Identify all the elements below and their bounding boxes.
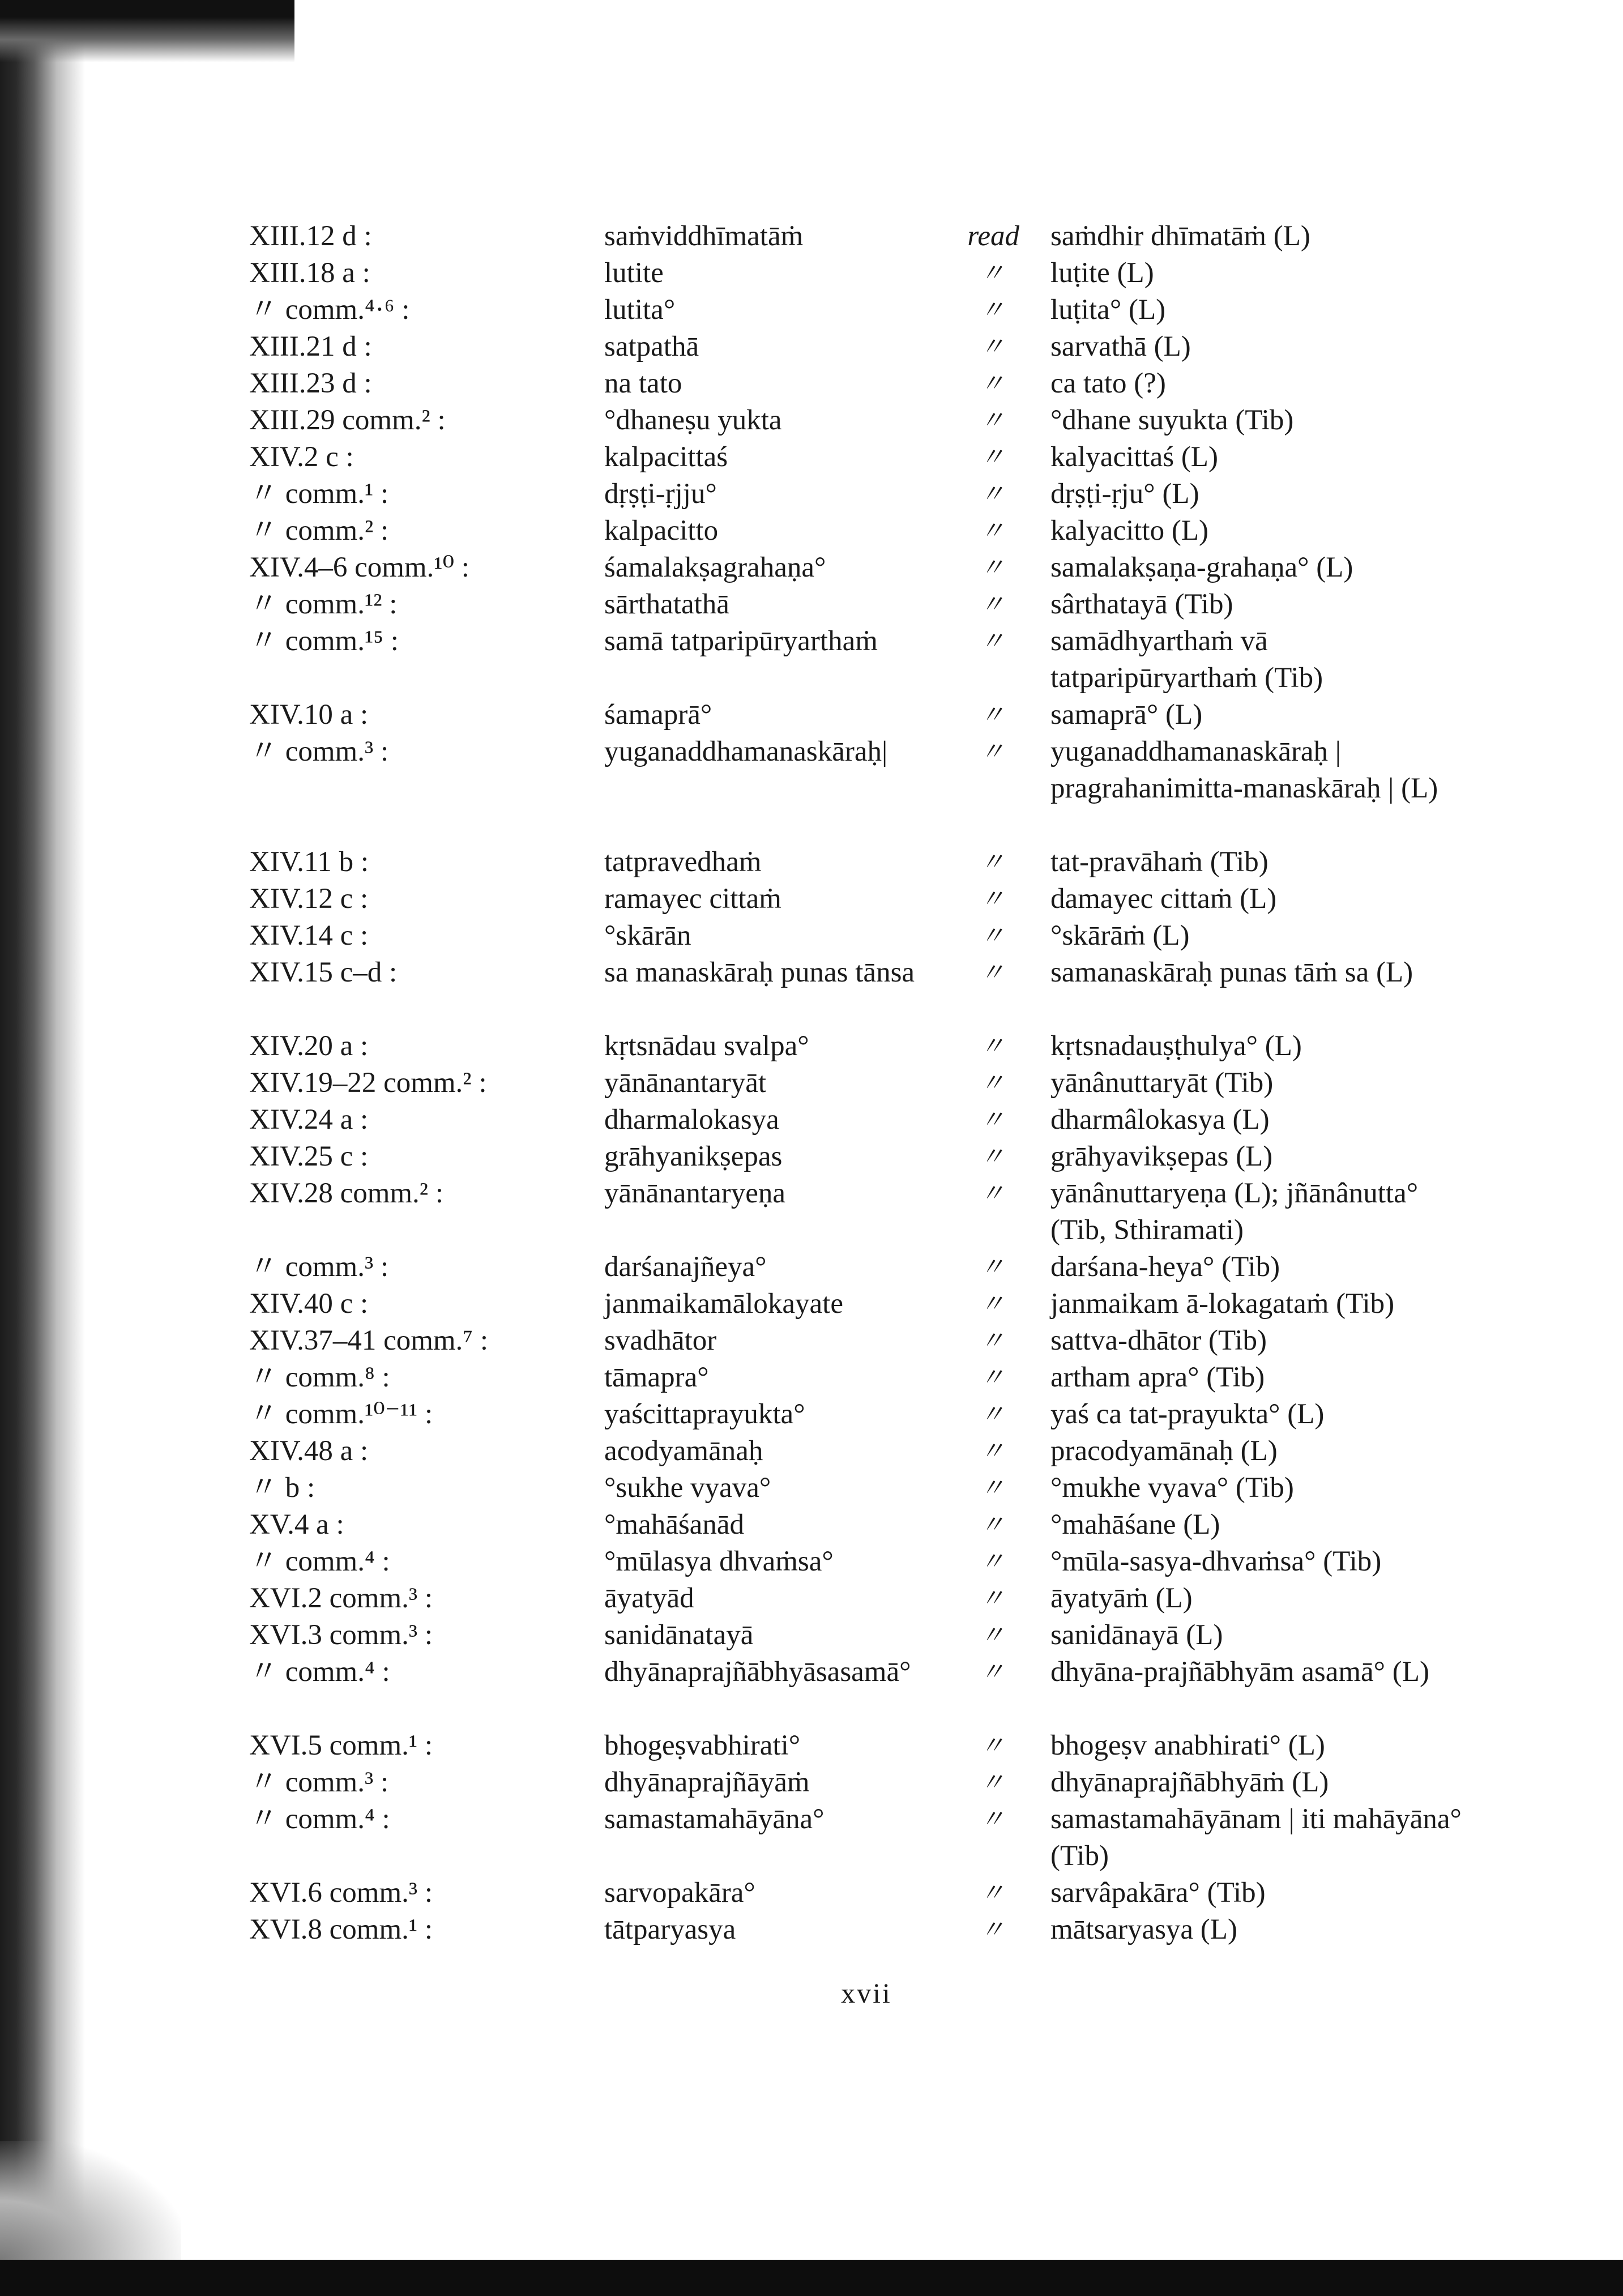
errata-row [249, 623, 1529, 697]
ditto-mark: 〃 [980, 1290, 1005, 1318]
errata-row [249, 881, 1529, 917]
errata-wrong-reading: dhyānaprajñābhyāsasamā° [604, 1656, 911, 1688]
ditto-mark: 〃 [980, 1916, 1005, 1944]
errata-row [249, 1580, 1529, 1617]
errata-wrong-reading: °mahāśanād [604, 1509, 744, 1540]
errata-wrong-reading: tātparyasya [604, 1914, 736, 1945]
errata-correct-reading: °mukhe vyava° (Tib) [1050, 1472, 1294, 1504]
ditto-mark: 〃 [980, 1621, 1005, 1649]
errata-wrong-reading: acodyamānaḥ [604, 1435, 763, 1467]
errata-correct-reading: janmaikam ā-lokagataṁ (Tib) [1050, 1288, 1395, 1320]
errata-reference: 〃 comm.¹⁵ : [249, 625, 399, 657]
ditto-mark: 〃 [980, 296, 1005, 324]
errata-correct-reading: sarvâpakāra° (Tib) [1050, 1877, 1266, 1909]
errata-correct-reading: mātsaryasya (L) [1050, 1914, 1237, 1945]
errata-row [249, 1433, 1529, 1470]
errata-correct-reading: tat-pravāhaṁ (Tib) [1050, 846, 1268, 878]
errata-wrong-reading: yaścittaprayukta° [604, 1398, 805, 1430]
errata-row [249, 1727, 1529, 1764]
ditto-mark: 〃 [980, 738, 1005, 766]
ditto-mark: 〃 [980, 1474, 1005, 1502]
ditto-mark: 〃 [980, 517, 1005, 545]
errata-row [249, 1911, 1529, 1948]
scan-border-bottom [0, 2260, 1623, 2296]
ditto-mark: 〃 [980, 591, 1005, 618]
errata-wrong-reading: dhyānaprajñāyāṁ [604, 1766, 810, 1798]
errata-correct-reading: sanidānayā (L) [1050, 1619, 1223, 1651]
errata-correct-reading: °mahāśane (L) [1050, 1509, 1220, 1540]
errata-correct-reading: kalyacitto (L) [1050, 515, 1208, 547]
errata-reference: 〃 b : [249, 1472, 315, 1504]
ditto-mark: 〃 [980, 1180, 1005, 1207]
errata-row [249, 549, 1529, 586]
errata-row [249, 1175, 1529, 1249]
errata-correct-reading: °dhane suyukta (Tib) [1050, 404, 1294, 436]
errata-wrong-reading: satpathā [604, 331, 699, 362]
errata-row [249, 513, 1529, 549]
errata-wrong-reading: sārthatathā [604, 588, 729, 620]
errata-reference: XIV.20 a : [249, 1030, 369, 1062]
errata-wrong-reading: kalpacittaś [604, 441, 728, 473]
errata-wrong-reading: °dhaneṣu yukta [604, 404, 782, 436]
errata-row [249, 1286, 1529, 1322]
errata-wrong-reading: janmaikamālokayate [604, 1288, 843, 1320]
errata-wrong-reading: yuganaddhamanaskāraḥ| [604, 736, 888, 767]
ditto-mark: 〃 [980, 959, 1005, 987]
errata-reference: XIV.28 comm.² : [249, 1177, 444, 1209]
errata-row [249, 255, 1529, 292]
ditto-mark: 〃 [980, 1437, 1005, 1465]
ditto-mark: 〃 [980, 701, 1005, 729]
errata-row [249, 1654, 1529, 1727]
errata-reference: XIV.24 a : [249, 1104, 369, 1136]
errata-reference: XVI.8 comm.¹ : [249, 1914, 433, 1945]
errata-correct-reading: sârthatayā (Tib) [1050, 588, 1233, 620]
errata-reference: XIV.14 c : [249, 920, 369, 951]
errata-correct-reading: yānânuttaryeṇa (L); jñānânutta° (Tib, Sthiramati) [1050, 1177, 1419, 1246]
errata-reference: XIV.4–6 comm.¹⁰ : [249, 552, 469, 583]
errata-row [249, 292, 1529, 328]
errata-row [249, 365, 1529, 402]
errata-row [249, 1322, 1529, 1359]
errata-reference: 〃 comm.³ : [249, 1766, 389, 1798]
errata-wrong-reading: dṛṣṭi-ṛjju° [604, 478, 717, 510]
errata-wrong-reading: āyatyād [604, 1582, 694, 1614]
errata-row [249, 1507, 1529, 1543]
errata-row [249, 402, 1529, 439]
ditto-mark: 〃 [980, 1658, 1005, 1686]
errata-wrong-reading: darśanajñeya° [604, 1251, 767, 1283]
errata-reference: XIV.11 b : [249, 846, 369, 878]
errata-row [249, 1065, 1529, 1102]
errata-reference: 〃 comm.⁴ : [249, 1546, 390, 1577]
page-number: xvii [841, 1977, 892, 2009]
ditto-mark: 〃 [980, 1511, 1005, 1539]
errata-reference: XIII.23 d : [249, 368, 372, 399]
errata-row [249, 1875, 1529, 1911]
ditto-mark: 〃 [980, 1069, 1005, 1097]
errata-correct-reading: damayec cittaṁ (L) [1050, 883, 1277, 915]
errata-correct-reading: ca tato (?) [1050, 368, 1166, 399]
errata-correct-reading: dhyānaprajñābhyāṁ (L) [1050, 1766, 1329, 1798]
ditto-mark: 〃 [980, 1769, 1005, 1796]
ditto-mark: 〃 [980, 554, 1005, 582]
ditto-mark: 〃 [980, 1401, 1005, 1428]
errata-correct-reading: yānânuttaryāt (Tib) [1050, 1067, 1274, 1099]
errata-wrong-reading: bhogeṣvabhirati° [604, 1730, 801, 1761]
errata-correct-reading: luṭita° (L) [1050, 294, 1166, 326]
errata-wrong-reading: tatpravedhaṁ [604, 846, 762, 878]
errata-wrong-reading: yānānantaryeṇa [604, 1177, 785, 1209]
ditto-mark: 〃 [980, 885, 1005, 913]
errata-correct-reading: samanaskāraḥ punas tāṁ sa (L) [1050, 957, 1413, 988]
errata-reference: XIV.10 a : [249, 699, 369, 731]
errata-reference: 〃 comm.⁴ : [249, 1656, 390, 1688]
ditto-mark: 〃 [980, 443, 1005, 471]
errata-row [249, 844, 1529, 881]
errata-correct-reading: pracodyamānaḥ (L) [1050, 1435, 1278, 1467]
errata-correct-reading: samādhyarthaṁ vā tatparipūryarthaṁ (Tib) [1050, 625, 1323, 694]
ditto-mark: 〃 [980, 370, 1005, 398]
errata-reference: XIV.37–41 comm.⁷ : [249, 1325, 488, 1356]
errata-row [249, 439, 1529, 476]
errata-reference: 〃 comm.³ : [249, 736, 389, 767]
errata-reference: XIV.15 c–d : [249, 957, 398, 988]
errata-wrong-reading: sa manaskāraḥ punas tānsa [604, 957, 915, 988]
errata-reference: XIII.18 a : [249, 257, 370, 289]
errata-wrong-reading: yānānantaryāt [604, 1067, 767, 1099]
errata-correct-reading: yuganaddhamanaskāraḥ | pragrahanimitta-manaskāraḥ | (L) [1050, 736, 1438, 804]
errata-wrong-reading: kalpacitto [604, 515, 719, 547]
errata-row [249, 328, 1529, 365]
errata-wrong-reading: samā tatparipūryarthaṁ [604, 625, 878, 657]
errata-reference: XV.4 a : [249, 1509, 344, 1540]
errata-row [249, 218, 1529, 255]
errata-reference: 〃 comm.⁴·⁶ : [249, 294, 410, 326]
errata-reference: 〃 comm.¹ : [249, 478, 389, 510]
errata-row [249, 697, 1529, 733]
errata-reference: XVI.6 comm.³ : [249, 1877, 433, 1909]
ditto-mark: 〃 [980, 1548, 1005, 1576]
errata-correct-reading: yaś ca tat-prayukta° (L) [1050, 1398, 1325, 1430]
errata-reference: XIV.2 c : [249, 441, 354, 473]
errata-reference: XIV.12 c : [249, 883, 369, 915]
errata-correct-reading: grāhyavikṣepas (L) [1050, 1141, 1273, 1172]
errata-reference: XIV.19–22 comm.² : [249, 1067, 487, 1099]
errata-row [249, 733, 1529, 844]
errata-row [249, 1028, 1529, 1065]
ditto-mark: 〃 [980, 1143, 1005, 1171]
errata-wrong-reading: śamalakṣagrahaṇa° [604, 552, 826, 583]
errata-wrong-reading: °sukhe vyava° [604, 1472, 771, 1504]
errata-reference: XIII.12 d : [249, 220, 372, 252]
ditto-mark: 〃 [980, 628, 1005, 655]
errata-reference: XIII.29 comm.² : [249, 404, 446, 436]
errata-wrong-reading: na tato [604, 368, 682, 399]
ditto-mark: 〃 [980, 259, 1005, 287]
errata-row [249, 1617, 1529, 1654]
errata-row [249, 476, 1529, 513]
errata-correct-reading: āyatyāṁ (L) [1050, 1582, 1193, 1614]
ditto-mark: 〃 [980, 333, 1005, 361]
errata-wrong-reading: samastamahāyāna° [604, 1803, 825, 1835]
errata-row [249, 1764, 1529, 1801]
ditto-mark: 〃 [980, 848, 1005, 876]
errata-reference: XIII.21 d : [249, 331, 372, 362]
errata-reference: XVI.5 comm.¹ : [249, 1730, 433, 1761]
errata-correct-reading: luṭite (L) [1050, 257, 1154, 289]
errata-row [249, 954, 1529, 1028]
errata-correct-reading: dharmâlokasya (L) [1050, 1104, 1270, 1136]
errata-reference: 〃 comm.⁸ : [249, 1362, 390, 1393]
scan-shadow-top [0, 0, 294, 62]
errata-reference: 〃 comm.³ : [249, 1251, 389, 1283]
errata-wrong-reading: śamaprā° [604, 699, 712, 731]
errata-wrong-reading: sarvopakāra° [604, 1877, 755, 1909]
ditto-mark: 〃 [980, 1732, 1005, 1760]
errata-wrong-reading: tāmapra° [604, 1362, 709, 1393]
errata-reference: XVI.2 comm.³ : [249, 1582, 433, 1614]
ditto-mark: 〃 [980, 1032, 1005, 1060]
errata-correct-reading: sattva-dhātor (Tib) [1050, 1325, 1267, 1356]
errata-reference: XIV.48 a : [249, 1435, 369, 1467]
errata-row [249, 1102, 1529, 1138]
errata-reference: XVI.3 comm.³ : [249, 1619, 433, 1651]
errata-wrong-reading: sanidānatayā [604, 1619, 754, 1651]
errata-wrong-reading: °mūlasya dhvaṁsa° [604, 1546, 834, 1577]
errata-row [249, 1543, 1529, 1580]
errata-row [249, 1359, 1529, 1396]
errata-correct-reading: °skārāṁ (L) [1050, 920, 1190, 951]
errata-reference: 〃 comm.¹⁰⁻¹¹ : [249, 1398, 433, 1430]
errata-row [249, 1470, 1529, 1507]
errata-correct-reading: kṛtsnadauṣṭhulya° (L) [1050, 1030, 1302, 1062]
errata-correct-reading: samaprā° (L) [1050, 699, 1203, 731]
errata-correct-reading: darśana-heya° (Tib) [1050, 1251, 1280, 1283]
errata-correct-reading: dṛṣṭi-ṛju° (L) [1050, 478, 1199, 510]
errata-row [249, 1396, 1529, 1433]
errata-row [249, 1138, 1529, 1175]
errata-correct-reading: kalyacittaś (L) [1050, 441, 1218, 473]
errata-reference: XIV.25 c : [249, 1141, 369, 1172]
errata-wrong-reading: kṛtsnādau svalpa° [604, 1030, 809, 1062]
ditto-mark: 〃 [980, 922, 1005, 950]
errata-correct-reading: saṁdhir dhīmatāṁ (L) [1050, 220, 1310, 252]
ditto-mark: 〃 [980, 1253, 1005, 1281]
errata-reference: 〃 comm.² : [249, 515, 389, 547]
errata-wrong-reading: grāhyanikṣepas [604, 1141, 783, 1172]
scan-smudge-bottom-left [0, 2141, 181, 2260]
ditto-mark: 〃 [980, 1806, 1005, 1833]
scan-shadow-left [0, 0, 85, 2296]
errata-correct-reading: sarvathā (L) [1050, 331, 1191, 362]
ditto-mark: 〃 [980, 1364, 1005, 1392]
errata-correct-reading: dhyāna-prajñābhyām asamā° (L) [1050, 1656, 1429, 1688]
ditto-mark: 〃 [980, 480, 1005, 508]
errata-reference: XIV.40 c : [249, 1288, 369, 1320]
errata-reference: 〃 comm.⁴ : [249, 1803, 390, 1835]
errata-wrong-reading: svadhātor [604, 1325, 717, 1356]
errata-wrong-reading: dharmalokasya [604, 1104, 779, 1136]
ditto-mark: 〃 [980, 1585, 1005, 1612]
read-label: read [967, 220, 1019, 252]
errata-wrong-reading: saṁviddhīmatāṁ [604, 220, 804, 252]
errata-row [249, 1249, 1529, 1286]
ditto-mark: 〃 [980, 1327, 1005, 1355]
errata-correct-reading: bhogeṣv anabhirati° (L) [1050, 1730, 1325, 1761]
errata-correct-reading: samalakṣaṇa-grahaṇa° (L) [1050, 552, 1353, 583]
ditto-mark: 〃 [980, 1879, 1005, 1907]
errata-row [249, 917, 1529, 954]
errata-row [249, 586, 1529, 623]
ditto-mark: 〃 [980, 1106, 1005, 1134]
errata-correct-reading: artham apra° (Tib) [1050, 1362, 1265, 1393]
errata-wrong-reading: °skārān [604, 920, 691, 951]
errata-wrong-reading: lutite [604, 257, 664, 289]
errata-reference: 〃 comm.¹² : [249, 588, 398, 620]
errata-wrong-reading: ramayec cittaṁ [604, 883, 781, 915]
errata-row [249, 1801, 1529, 1875]
errata-correct-reading: °mūla-sasya-dhvaṁsa° (Tib) [1050, 1546, 1382, 1577]
ditto-mark: 〃 [980, 407, 1005, 434]
errata-correct-reading: samastamahāyānam | iti mahāyāna° (Tib) [1050, 1803, 1462, 1872]
errata-wrong-reading: lutita° [604, 294, 676, 326]
